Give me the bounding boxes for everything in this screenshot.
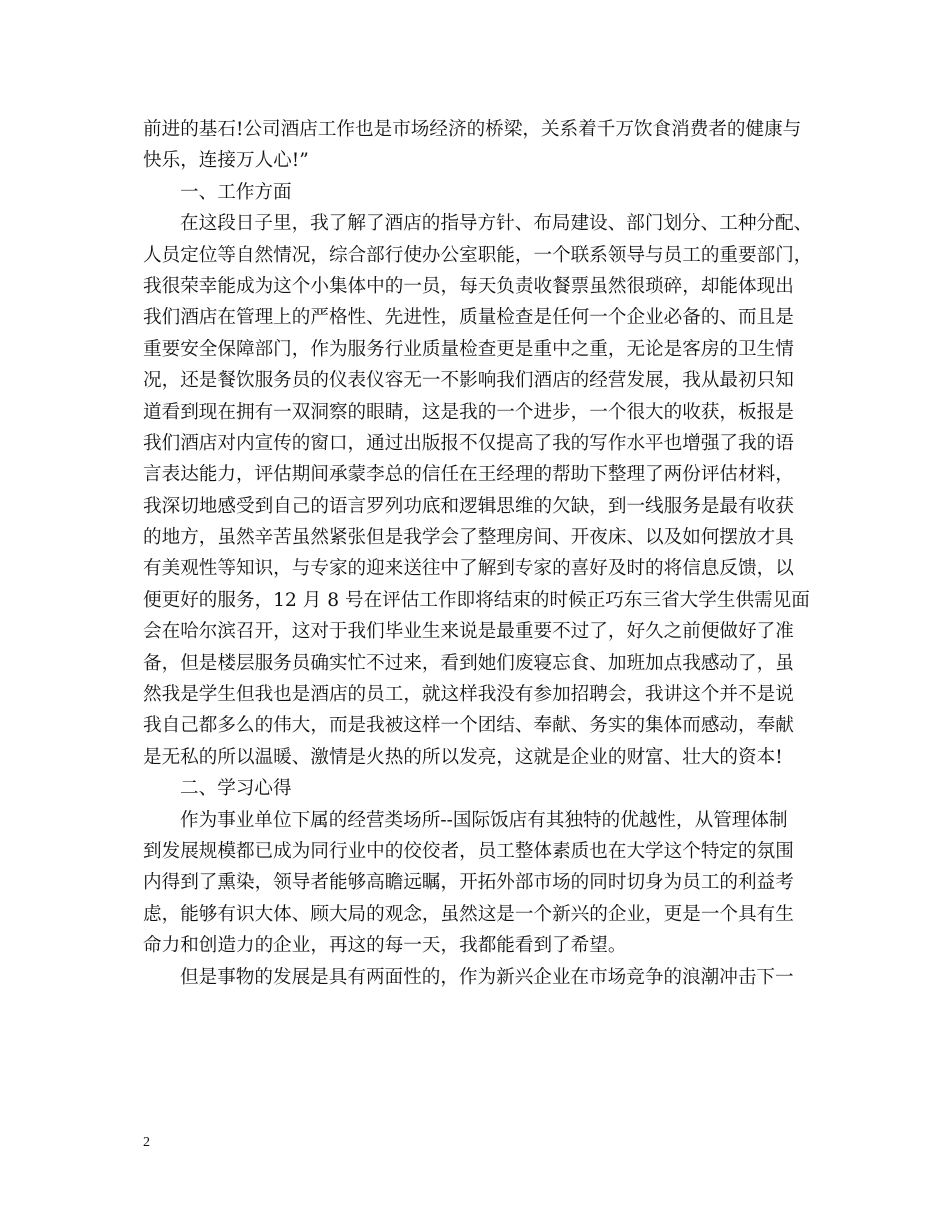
text-line: 道看到现在拥有一双洞察的眼睛，这是我的一个进步，一个很大的收获，板报是 <box>143 401 794 423</box>
text-line: 命力和创造力的企业，再这的每一天，我都能看到了希望。 <box>143 935 627 957</box>
text-line: 我自己都多么的伟大，而是我被这样一个团结、奉献、务实的集体而感动，奉献 <box>143 715 794 737</box>
text-line: 内得到了熏染，领导者能够高瞻远瞩，开拓外部市场的同时切身为员工的利益考 <box>143 872 794 894</box>
text-line: 然我是学生但我也是酒店的员工，就这样我没有参加招聘会，我讲这个并不是说 <box>143 684 794 706</box>
text-line: 我们酒店在管理上的严格性、先进性，质量检查是任何一个企业必备的、而且是 <box>143 307 794 329</box>
text-line: 我深切地感受到自己的语言罗列功底和逻辑思维的欠缺，到一线服务是最有收获 <box>143 495 794 517</box>
text-line: 虑，能够有识大体、顾大局的观念，虽然这是一个新兴的企业，更是一个具有生 <box>143 903 794 925</box>
text-line: 到发展规模都已成为同行业中的佼佼者，员工整体素质也在大学这个特定的氛围 <box>143 840 794 862</box>
text-line: 重要安全保障部门，作为服务行业质量检查更是重中之重，无论是客房的卫生情 <box>143 338 794 360</box>
text-line: 备，但是楼层服务员确实忙不过来，看到她们废寝忘食、加班加点我感动了，虽 <box>143 652 794 674</box>
text-line: 二、学习心得 <box>180 778 292 800</box>
text-line: 便更好的服务，12 月 8 号在评估工作即将结束的时候正巧东三省大学生供需见面 <box>143 589 810 611</box>
text-line: 前进的基石!公司酒店工作也是市场经济的桥梁，关系着千万饮食消费者的健康与 <box>143 119 802 140</box>
text-line: 一、工作方面 <box>180 181 292 203</box>
text-line: 但是事物的发展是具有两面性的，作为新兴企业在市场竞争的浪潮冲击下一 <box>180 966 794 988</box>
text-line: 作为事业单位下属的经营类场所--国际饭店有其独特的优越性，从管理体制 <box>180 809 788 831</box>
text-line: 我们酒店对内宣传的窗口，通过出版报不仅提高了我的写作水平也增强了我的语 <box>143 432 794 454</box>
body-text <box>143 114 828 993</box>
text-line: 言表达能力，评估期间承蒙李总的信任在王经理的帮助下整理了两份评估材料， <box>143 464 794 486</box>
text-line: 会在哈尔滨召开，这对于我们毕业生来说是最重要不过了，好久之前便做好了准 <box>143 621 794 643</box>
text-line: 在这段日子里，我了解了酒店的指导方针、布局建设、部门划分、工种分配、 <box>180 213 813 235</box>
text-line: 况，还是餐饮服务员的仪表仪容无一不影响我们酒店的经营发展，我从最初只知 <box>143 370 794 392</box>
text-line: 的地方，虽然辛苦虽然紧张但是我学会了整理房间、开夜床、以及如何摆放才具 <box>143 527 794 549</box>
page-number: 2 <box>143 1135 150 1150</box>
text-line: 人员定位等自然情况，综合部行使办公室职能，一个联系领导与员工的重要部门， <box>143 244 813 266</box>
text-line: 有美观性等知识，与专家的迎来送往中了解到专家的喜好及时的将信息反馈，以 <box>143 558 794 580</box>
text-line: 快乐，连接万人心!” <box>143 150 309 172</box>
text-line: 我很荣幸能成为这个小集体中的一员，每天负责收餐票虽然很琐碎，却能体现出 <box>143 275 794 297</box>
text-line: 是无私的所以温暖、激情是火热的所以发亮，这就是企业的财富、壮大的资本! <box>143 746 783 768</box>
